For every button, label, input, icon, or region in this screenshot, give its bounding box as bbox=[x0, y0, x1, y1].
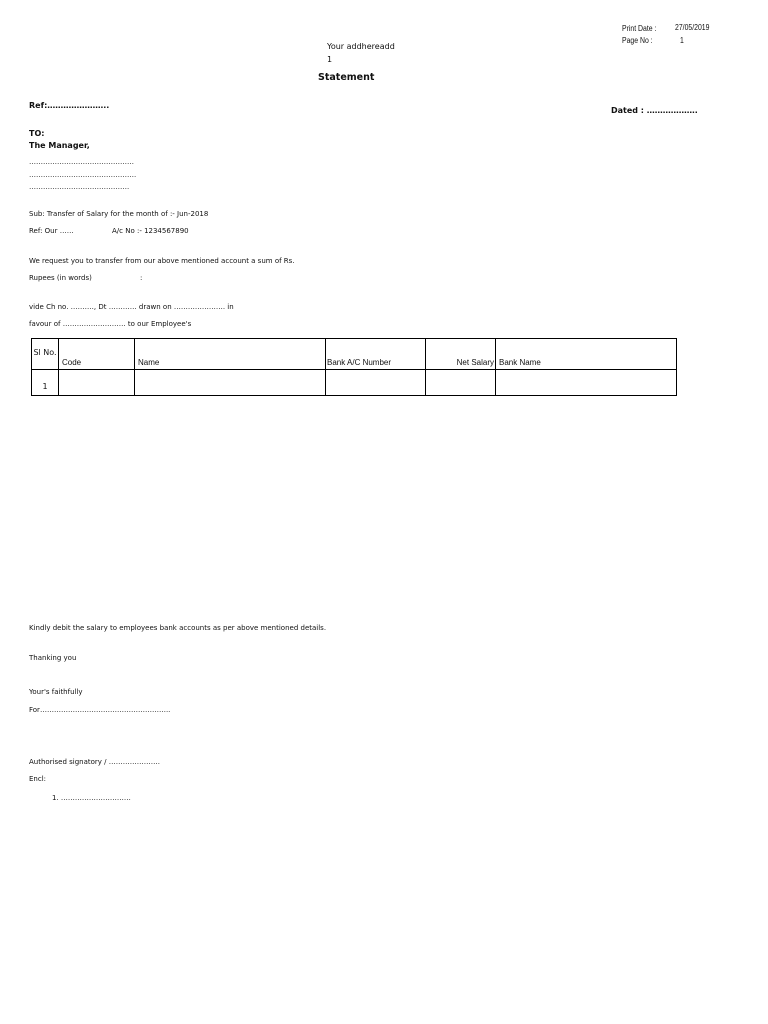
dated-line: Dated : ………………. bbox=[611, 106, 698, 115]
header-net-salary: Net Salary bbox=[426, 339, 496, 370]
address-blank-line: ……………………………………… bbox=[29, 158, 134, 166]
ref-our-line: Ref: Our …… bbox=[29, 227, 74, 235]
page-no-value: 1 bbox=[680, 36, 684, 45]
rupees-colon: : bbox=[140, 274, 143, 282]
for-line: For……………………………………………….. bbox=[29, 706, 171, 714]
request-line: We request you to transfer from our above mentioned account a sum of Rs. bbox=[29, 257, 295, 265]
cell-bank-ac-number bbox=[326, 370, 426, 396]
address-blank-line: ………………………………………. bbox=[29, 171, 137, 179]
cell-name bbox=[135, 370, 326, 396]
enclosure-item: 1. ………………………… bbox=[52, 794, 131, 802]
cell-sl-no: 1 bbox=[32, 370, 59, 396]
kindly-debit-line: Kindly debit the salary to employees bank accounts as per above mentioned details. bbox=[29, 624, 327, 632]
cheque-line: vide Ch no. ………., Dt ………… drawn on …………………. in bbox=[29, 303, 234, 311]
cell-bank-name bbox=[496, 370, 677, 396]
faithfully-line: Your's faithfully bbox=[29, 688, 83, 696]
header-bank-name: Bank Name bbox=[496, 339, 677, 370]
account-number-line: A/c No :- 1234567890 bbox=[112, 227, 189, 235]
salary-table bbox=[31, 338, 677, 396]
header-code: Code bbox=[59, 339, 135, 370]
header-bank-ac-number: Bank A/C Number bbox=[326, 339, 426, 370]
subject-line: Sub: Transfer of Salary for the month of :- Jun-2018 bbox=[29, 210, 209, 218]
header-name: Name bbox=[135, 339, 326, 370]
cell-net-salary bbox=[426, 370, 496, 396]
cell-code bbox=[59, 370, 135, 396]
page-title: Statement bbox=[318, 72, 375, 83]
address-blank-line: ……………………………………. bbox=[29, 183, 130, 191]
table-header-row bbox=[32, 339, 677, 370]
enclosure-label: Encl: bbox=[29, 775, 47, 783]
manager-label: The Manager, bbox=[29, 141, 90, 150]
favour-line: favour of ……………………… to our Employee's bbox=[29, 320, 192, 328]
print-date-label: Print Date : bbox=[622, 24, 657, 33]
to-label: TO: bbox=[29, 129, 45, 138]
print-date-value: 27/05/2019 bbox=[675, 23, 710, 32]
page-no-label: Page No : bbox=[622, 36, 653, 45]
ref-line: Ref:………………….. bbox=[29, 101, 110, 110]
table-row bbox=[32, 370, 677, 396]
header-sl-no: Sl No. bbox=[32, 339, 59, 370]
thanking-line: Thanking you bbox=[29, 654, 77, 662]
company-address-line1: Your addhereadd bbox=[327, 42, 395, 51]
signatory-line: Authorised signatory / …………………. bbox=[29, 758, 160, 766]
company-address-line2: 1 bbox=[327, 55, 333, 64]
rupees-label: Rupees (in words) bbox=[29, 274, 92, 282]
